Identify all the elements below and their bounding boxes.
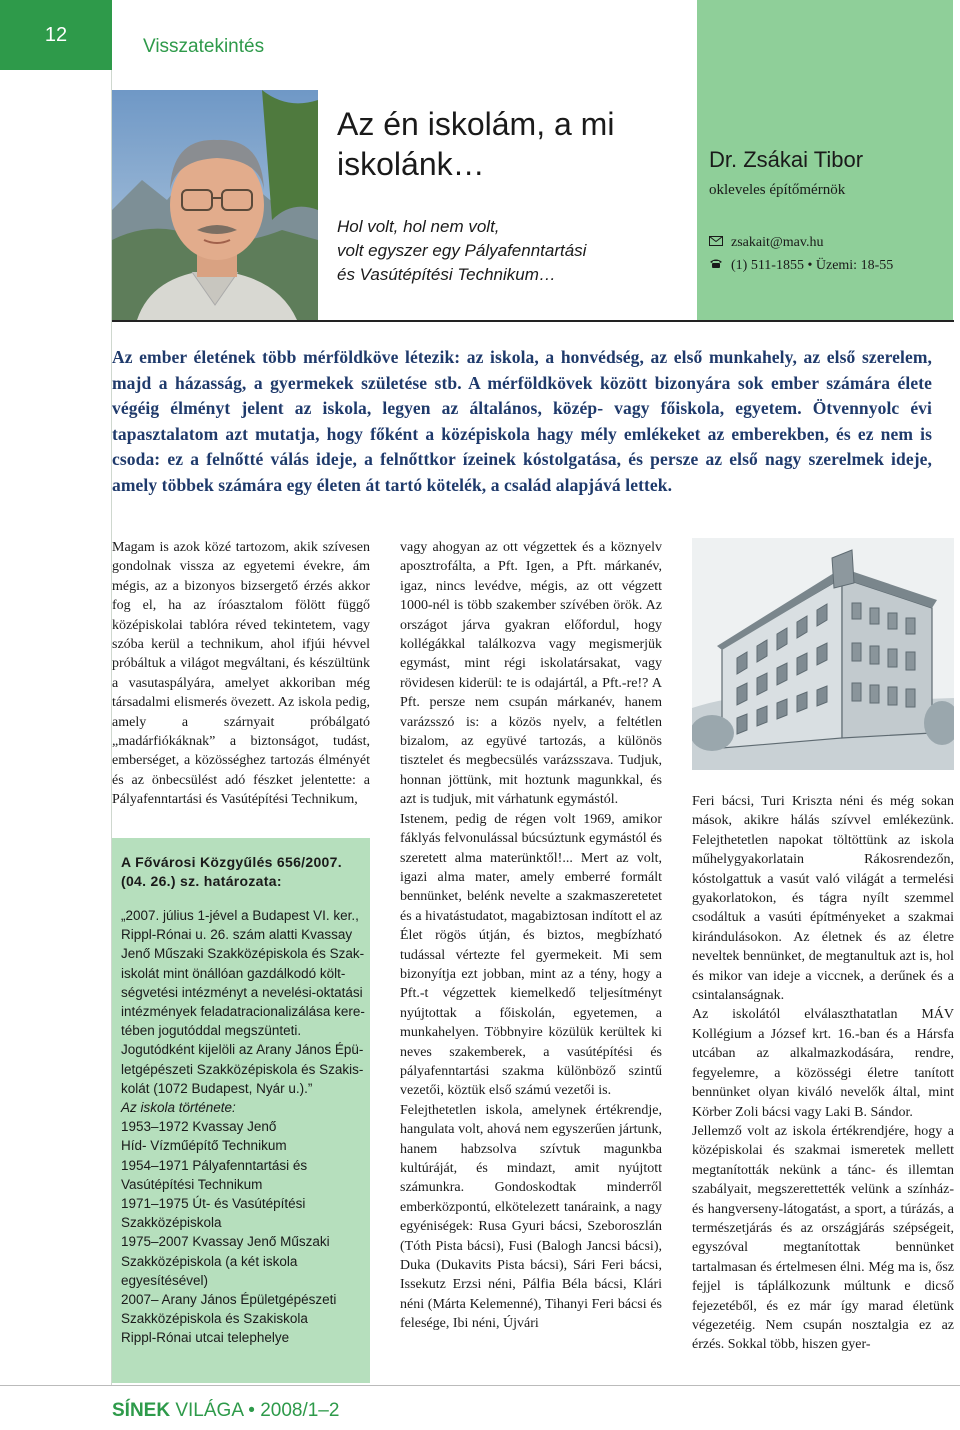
footer-issue: 2008/1–2 [260, 1400, 340, 1421]
title-line-1: Az én iskolám, a mi [337, 106, 615, 142]
resolution-line: tében jogutóddal megszünteti. [121, 1023, 302, 1039]
column-3-paragraph: Az iskolától elválaszthatatlan MÁV Kollégium a József krt. 16.-ban és a Hársfa utcában az alkalmazkodására, rendre, fegyelemre, a közösségi életre tanított bennünket olyan kiváló nevelők által, mint Körber Zoli bácsi vagy Laki B. Sándor. [692, 1007, 954, 1120]
history-line: 2007– Arany János Épületgépészeti [121, 1292, 337, 1308]
resolution-line: letgépészeti Szakközépiskola és Szakis- [121, 1061, 364, 1077]
article-subtitle [337, 215, 667, 287]
history-line: Rippl-Rónai utcai telephelye [121, 1330, 290, 1346]
page-number: 12 [0, 0, 112, 70]
column-3-paragraph: Jellemző volt az iskola értékrendjére, hogy a középiskolai és szakmai ismeretek mellett megtanították nekünk a tánc- és illemtan szabályait, megszerettették velünk a színház- és hangverseny-látogatást, a sport, a túrázás, a természetjárás és az országjárás szépségeit, egyszóval megtanítottak bennünket tartalmasan és értelmesen élni. Még ma is, ősz fejjel is táplálkozunk múltunk e dicső fejezetéből, és ez már így marad életünk végezetéig. Nem csupán nosztalgia ez az érzés. Sokkal több, hiszen gyer- [692, 1123, 954, 1353]
column-2-paragraph: Istenem, pedig de régen volt 1969, amikor fáklyás felvonulással búcsúztunk egymástól és szeretett alma materünktől!... Mert az volt, igazi alma mater, amely emberré formált bennünket, belénk nevelte a szakmaszeretetet és a hivatástudatot, magabiztosan indított el az Élet rögös útján, és biztos, megbízható tudással vértezte fel gyermekeit. Mi sem bizonyítja ezt jobban, mint az a tény, hogy a Pft.-t végzettek kiemelkedő teljesítményt nyújtottak a főiskolán, egyetemen, a munkahelyen. Többnyire közülük kerültek ki neves szakemberek, a vasútépítési és pályafenntartási szakma különböző szintű vezetői, köztük első számú vezetői is. [400, 811, 662, 1099]
envelope-icon [709, 235, 723, 251]
footer [112, 1400, 339, 1422]
column-2-paragraph: Felejthetetlen iskola, amelynek értékrendje, hangulata volt, ahová nem egyszerűen jártunk, hanem habzsolva szívtuk magunkba kultúráját, és mindazt, amit nyújtott számunkra. Gondoskodtak minderről emberközpontú, elkötelezett tanáraink, a nagy egyéniségek: Rusa Gyuri bácsi, Szeboroszlán (Tóth Pista bácsi), Fusi (Balogh Jancsi bácsi), Duka (Dukavits Pista bácsi), Sári Feri bácsi, Issekutz Erzsi néni, Pálfia Béla bácsi, Klári néni (Márta Kelemenné), Tihanyi Feri bácsi és felesége, Ibi néni, Újvári [400, 1102, 662, 1332]
resolution-body [121, 906, 365, 1348]
history-line: Szakközépiskola [121, 1215, 222, 1231]
author-role: okleveles építőmérnök [709, 182, 846, 198]
subtitle-line-2: volt egyszer egy Pályafenntartási [337, 241, 587, 260]
column-3-paragraph: Feri bácsi, Turi Kriszta néni és még sokan mások, akikre hálás szívvel emlékezünk. Felejthetetlen napokat töltöttünk az iskola műhelygyakorlatain Rákosrendezőn, kóstolgattuk a vasút való világát a termelési gyakorlatokon, és tágra nyílt szemmel csodáltuk a vasúti építményeket a szakmai kirándulásokon. Az életnek és az életre neveltek bennünket, de megtanultuk azt is, hol és mikor van ideje a viccnek, a derűnek és a csintalanságnak. [692, 794, 954, 1004]
school-building-illustration [692, 538, 954, 770]
footer-separator: • [248, 1400, 255, 1421]
lead-paragraph: Az ember életének több mérföldköve létezik: az iskola, a honvédség, az első munkahely, az első szerelem, majd a házasság, a gyermekek születése stb. A mérföldkövek között bizonyára sok ember számára élete végéig élményt jelent az iskola, legyen az általános, közép- vagy főiskola, egyetem. Ötvennyolc évi tapasztalatom azt mutatja, hogy főként a középiskola hagy mély emlékeket az emberekben, és ez nem is csoda: ez a felnőtté válás ideje, a felnőttkor ízeinek kóstolgatása, és persze az első nagy szerelmek ideje, amely többek számára egy életen át tartó kötelék, a család alapjává lettek. [112, 347, 932, 495]
footer-brand-2: VILÁGA [175, 1400, 243, 1421]
header-rule [112, 320, 954, 322]
author-email[interactable]: zsakait@mav.hu [731, 235, 824, 250]
author-photo [112, 90, 318, 320]
author-phone-row [709, 258, 893, 274]
resolution-line: Rippl-Rónai u. 26. szám alatti Kvassay [121, 927, 353, 943]
resolution-line: „2007. július 1-jével a Budapest VI. ker., [121, 908, 359, 923]
footer-rule [0, 1385, 960, 1386]
history-line: 1953–1972 Kvassay Jenő [121, 1119, 277, 1135]
history-label: Az iskola története: [121, 1100, 236, 1116]
author-phone: (1) 511-1855 • Üzemi: 18-55 [731, 258, 894, 273]
column-2-text [400, 538, 662, 1334]
history-line: Szakközépiskola (a két iskola [121, 1253, 298, 1269]
history-line: egyesítésével) [121, 1272, 209, 1288]
column-2-paragraph: vagy ahogyan az ott végzettek és a köznyelv aposztrofálta, a Pft. Igen, a Pft. márkanév, igaz, nincs levédve, mégis, az ott végzett 1000-nél is több szakember szívében örök. Az országot járva gyakran előfordul, hogy kollégákkal találkozva vagy megismerjük egymást, mint régi iskolatársakat, vagy rövidesen kiderül: te is odajártál, a Pft.-re!? A Pft. persze nem csupán márkanév, hanem varázsszó is: a közös nyelv, a feltétlen bizalom, az együvé tartozás, a különös tisztelet és megbecsülés varázsszava. Tudjuk, honnan jöttünk, mit hoztunk magunkkal, és azt is tudjuk, mit várhatunk egymástól. [400, 540, 662, 808]
author-email-row [709, 235, 823, 251]
phone-icon [709, 258, 723, 274]
resolution-line: ségvetési intézményt a nevelési-oktatási [121, 984, 363, 1000]
resolution-line: Jenő Műszaki Szakközépiskola és Szak- [121, 946, 365, 962]
history-line: 1971–1975 Út- és Vasútépítési [121, 1196, 306, 1212]
footer-brand-1: SÍNEK [112, 1400, 171, 1421]
history-line: Híd- Vízműépítő Technikum [121, 1138, 287, 1154]
section-label: Visszatekintés [143, 36, 265, 57]
resolution-heading: A Fővárosi Közgyűlés 656/2007. (04. 26.) sz. határozata: [121, 854, 342, 889]
column-3-text [692, 792, 954, 1355]
history-line: Szakközépiskola és Szakiskola [121, 1311, 308, 1327]
title-line-2: iskolánk… [337, 146, 485, 182]
history-line: Vasútépítési Technikum [121, 1176, 263, 1192]
history-line: 1975–2007 Kvassay Jenő Műszaki [121, 1234, 330, 1250]
resolution-line: Jogutódként kijelöli az Arany János Épü- [121, 1042, 364, 1058]
subtitle-line-3: és Vasútépítési Technikum… [337, 265, 556, 284]
subtitle-line-1: Hol volt, hol nem volt, [337, 217, 500, 236]
column-1-text: Magam is azok közé tartozom, akik szívesen gondolnak vissza az egyetemi évekre, ám mégis, az a bizonyos bizsergető érzés akkor fog el, ha az íróasztalom fölött függő középiskolai tablóra réved tekintetem, vagy szóba kerül a technikum, ahol ifjúi hévvel próbáltuk a világot megváltani, és készültünk a vasutaspályára, amelyet akkoriban még társadalmi elismerés övezett. Az iskola pedig, amely a szárnyait próbálgató „madárfiókáknak” a biztonságot, tudást, emberséget, a közösséghez tartozás élményét és az önbecsülést adó fészket jelentette: a Pályafenntartási és Vasútépítési Technikum, [112, 540, 370, 808]
history-line: 1954–1971 Pályafenntartási és [121, 1157, 308, 1173]
author-name: Dr. Zsákai Tibor [709, 147, 864, 172]
resolution-line: kolát (1072 Budapest, Nyár u.).” [121, 1080, 313, 1096]
article-title [337, 104, 667, 184]
resolution-line: intézmények feladatracionalizálása kere- [121, 1004, 365, 1020]
resolution-line: iskolát mint önállóan gazdálkodó költ- [121, 965, 346, 981]
